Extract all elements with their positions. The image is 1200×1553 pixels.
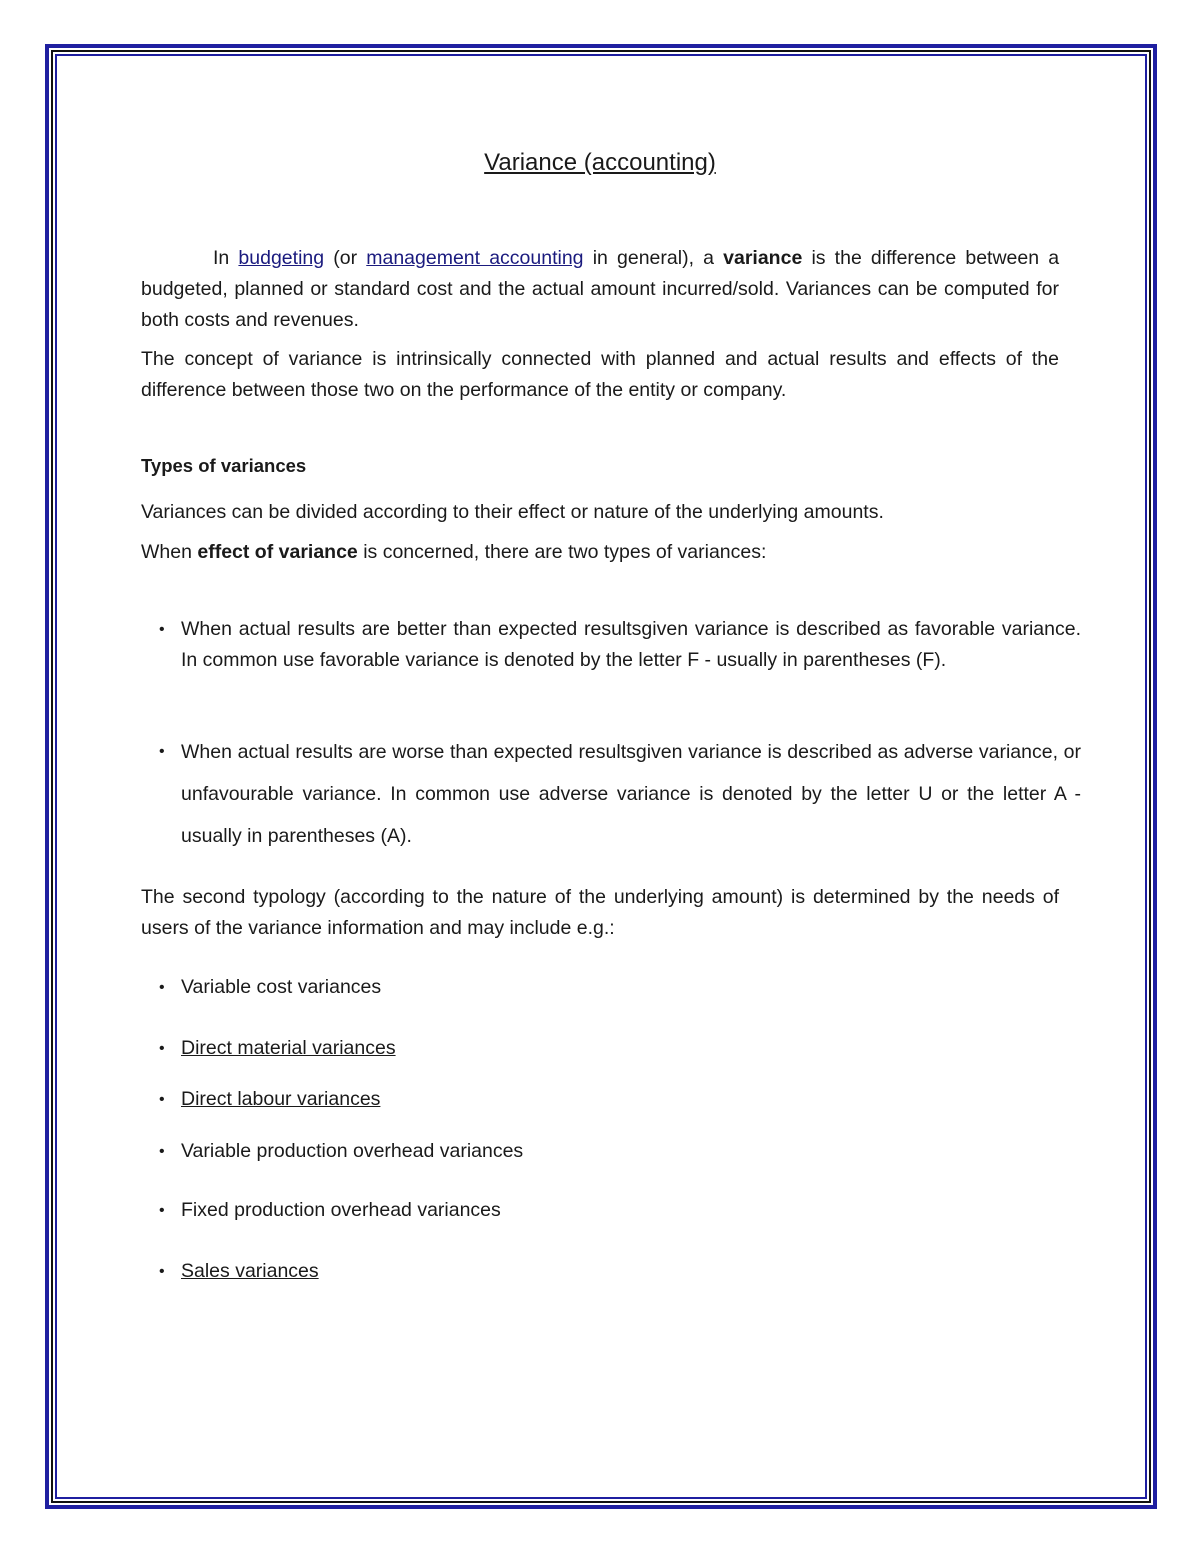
nature-bullet-variable-production-overhead bbox=[159, 1136, 1081, 1167]
typology-paragraph: The second typology (according to the nature of the underlying amount) is determined by the needs of users of the variance information and may include e.g.: bbox=[141, 886, 1059, 939]
effect-sentence bbox=[141, 537, 1059, 568]
nature-bullet-fixed-production-overhead bbox=[159, 1195, 1081, 1226]
effect-bullet-favorable bbox=[159, 614, 1081, 676]
link-management-accounting[interactable]: management accounting bbox=[366, 247, 584, 269]
types-intro: Variances can be divided according to their effect or nature of the underlying amounts. bbox=[141, 501, 884, 523]
bullet-dot: • bbox=[159, 979, 165, 996]
bullet-dot: • bbox=[159, 1091, 165, 1108]
link-direct-material-variances[interactable]: Direct material variances bbox=[181, 1037, 396, 1059]
nature-bullet-variable-cost bbox=[159, 972, 1081, 1003]
intro-in: In bbox=[213, 247, 230, 269]
intro-in-general: in general), a bbox=[592, 247, 714, 269]
bullet-text: Variable production overhead variances bbox=[181, 1140, 524, 1162]
bullet-text: Variable cost variances bbox=[181, 976, 382, 998]
effect-bold: effect of variance bbox=[197, 541, 358, 563]
bullet-dot: • bbox=[159, 1263, 165, 1280]
bullet-text: When actual results are worse than expected resultsgiven variance is described as adverse variance, or unfavourable variance. In common use adverse variance is denoted by the letter U or the letter A - usually in parentheses (A). bbox=[181, 741, 1081, 847]
nature-bullet-sales bbox=[159, 1256, 1081, 1287]
bullet-text: Fixed production overhead variances bbox=[181, 1199, 501, 1221]
bullet-dot: • bbox=[159, 743, 165, 760]
effect-when: When bbox=[141, 541, 192, 563]
intro-variance-term: variance bbox=[723, 247, 803, 269]
bullet-dot: • bbox=[159, 1143, 165, 1160]
concept-paragraph: The concept of variance is intrinsically connected with planned and actual results and effects of the difference between those two on the performance of the entity or company. bbox=[141, 348, 1059, 401]
bullet-dot: • bbox=[159, 621, 165, 638]
link-sales-variances[interactable]: Sales variances bbox=[181, 1260, 319, 1282]
intro-or: (or bbox=[333, 247, 358, 269]
bullet-text: When actual results are better than expected resultsgiven variance is described as favorable variance. In common use favorable variance is denoted by the letter F - usually in parentheses (F). bbox=[181, 618, 1081, 671]
link-budgeting[interactable]: budgeting bbox=[238, 247, 325, 269]
effect-rest: is concerned, there are two types of variances: bbox=[363, 541, 767, 563]
bullet-dot: • bbox=[159, 1202, 165, 1219]
nature-bullet-direct-labour bbox=[159, 1084, 1081, 1115]
nature-bullet-direct-material bbox=[159, 1033, 1081, 1064]
intro-paragraph bbox=[141, 243, 1059, 336]
document-title: Variance (accounting) bbox=[484, 149, 716, 176]
link-direct-labour-variances[interactable]: Direct labour variances bbox=[181, 1088, 381, 1110]
intro-rest: is the difference between a budgeted, planned or standard cost and the actual amount incurred/sold. Variances can be computed for both costs and revenues. bbox=[141, 247, 1060, 331]
types-heading: Types of variances bbox=[141, 455, 307, 476]
bullet-dot: • bbox=[159, 1040, 165, 1057]
effect-bullet-adverse bbox=[159, 731, 1081, 857]
